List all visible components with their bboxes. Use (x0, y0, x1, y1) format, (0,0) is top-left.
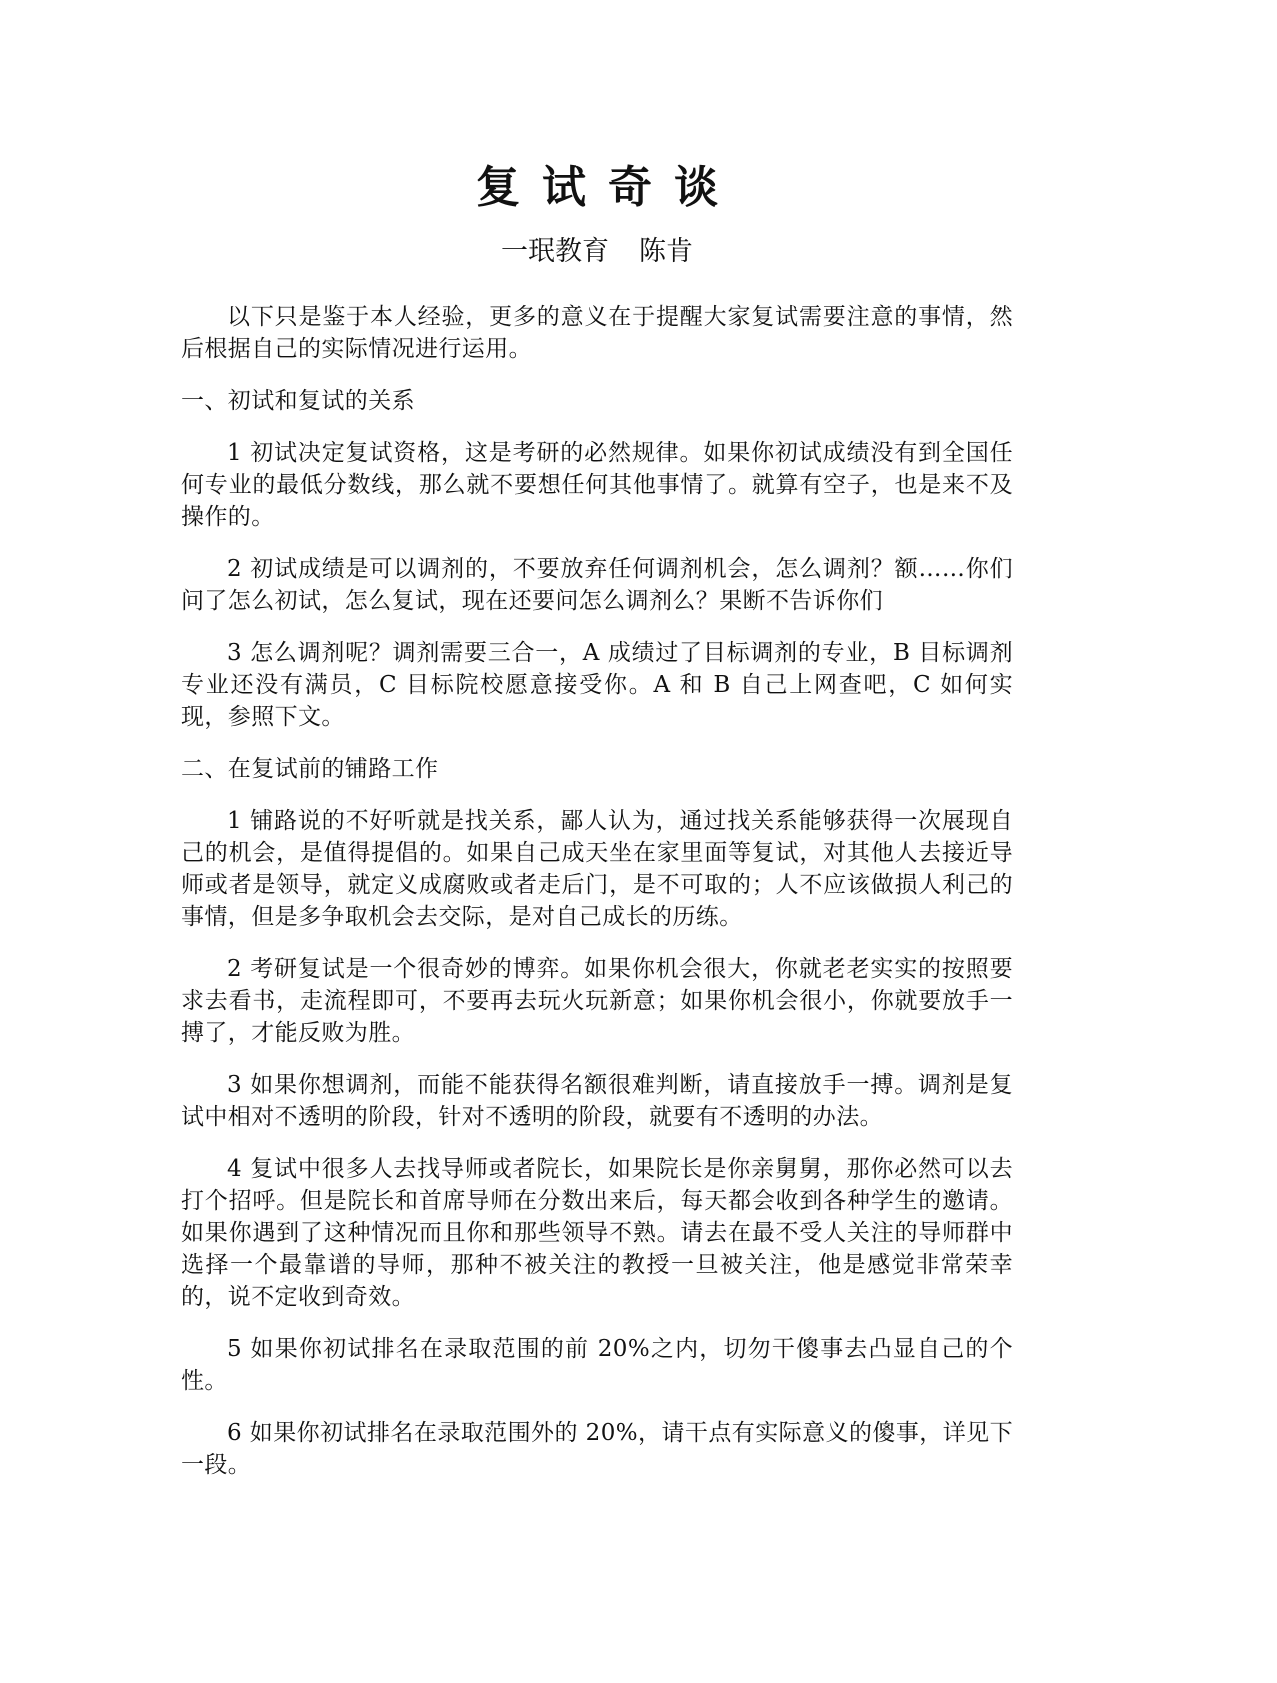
section-heading-1: 一、初试和复试的关系 (181, 388, 415, 414)
document-title: 复试奇谈 (476, 162, 740, 213)
section-1-paragraph-3: 3 怎么调剂呢？调剂需要三合一，A 成绩过了目标调剂的专业，B 目标调剂专业还没有满员，C 目标院校愿意接受你。A 和 B 自己上网查吧，C 如何实现，参照下文。 (181, 640, 1013, 730)
section-2-paragraph-5: 5 如果你初试排名在录取范围的前 20%之内，切勿干傻事去凸显自己的个性。 (181, 1336, 1013, 1394)
intro-paragraph: 以下只是鉴于本人经验，更多的意义在于提醒大家复试需要注意的事情，然后根据自己的实际情况进行运用。 (181, 304, 1013, 362)
section-2-paragraph-6: 6 如果你初试排名在录取范围外的 20%，请干点有实际意义的傻事，详见下一段。 (181, 1420, 1013, 1478)
document-subtitle (181, 232, 1013, 272)
section-2-paragraph-4: 4 复试中很多人去找导师或者院长，如果院长是你亲舅舅，那你必然可以去打个招呼。但是院长和首席导师在分数出来后，每天都会收到各种学生的邀请。如果你遇到了这种情况而且你和那些领导不熟。请去在最不受人关注的导师群中选择一个最靠谱的导师，那种不被关注的教授一旦被关注，他是感觉非常荣幸的，说不定收到奇效。 (181, 1156, 1013, 1310)
subtitle-author: 陈肯 (639, 236, 693, 267)
section-1-paragraph-2: 2 初试成绩是可以调剂的，不要放弃任何调剂机会，怎么调剂？额……你们问了怎么初试，怎么复试，现在还要问怎么调剂么？果断不告诉你们 (181, 556, 1013, 614)
subtitle-organization: 一珉教育 (501, 236, 609, 267)
document-body (181, 301, 1013, 1501)
section-1-paragraph-1: 1 初试决定复试资格，这是考研的必然规律。如果你初试成绩没有到全国任何专业的最低分数线，那么就不要想任何其他事情了。就算有空子，也是来不及操作的。 (181, 440, 1013, 530)
section-2-paragraph-1: 1 铺路说的不好听就是找关系，鄙人认为，通过找关系能够获得一次展现自己的机会，是值得提倡的。如果自己成天坐在家里面等复试，对其他人去接近导师或者是领导，就定义成腐败或者走后门，是不可取的；人不应该做损人利己的事情，但是多争取机会去交际，是对自己成长的历练。 (181, 808, 1013, 930)
section-2-paragraph-2: 2 考研复试是一个很奇妙的博弈。如果你机会很大，你就老老实实的按照要求去看书，走流程即可，不要再去玩火玩新意；如果你机会很小，你就要放手一搏了，才能反败为胜。 (181, 956, 1013, 1046)
section-2-paragraph-3: 3 如果你想调剂，而能不能获得名额很难判断，请直接放手一搏。调剂是复试中相对不透明的阶段，针对不透明的阶段，就要有不透明的办法。 (181, 1072, 1013, 1130)
section-heading-2: 二、在复试前的铺路工作 (181, 756, 439, 782)
